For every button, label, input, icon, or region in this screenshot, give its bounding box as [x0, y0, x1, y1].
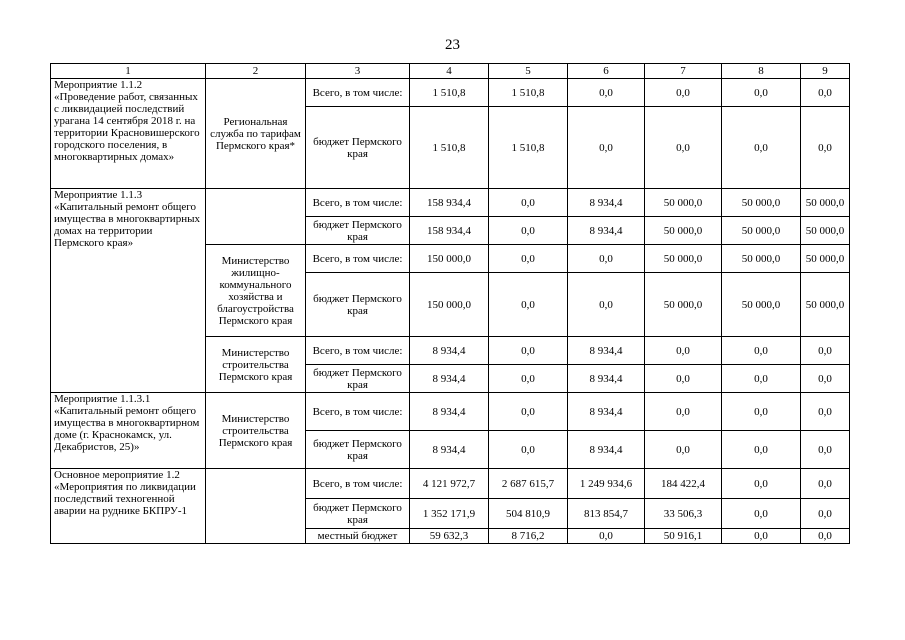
amount-cell: 50 000,0: [801, 189, 850, 217]
header-cell: 3: [306, 64, 410, 79]
amount-cell: 184 422,4: [645, 469, 722, 499]
amount-cell: 8 934,4: [410, 337, 489, 365]
amount-cell: 0,0: [489, 273, 568, 337]
funding-source-cell: Всего, в том числе:: [306, 79, 410, 107]
table-row: [51, 469, 850, 499]
funding-source-cell: бюджет Пермского края: [306, 499, 410, 529]
amount-cell: 8 934,4: [568, 365, 645, 393]
page-number: 23: [445, 37, 460, 53]
amount-cell: 8 934,4: [410, 431, 489, 469]
amount-cell: 150 000,0: [410, 273, 489, 337]
amount-cell: 0,0: [645, 393, 722, 431]
amount-cell: 1 510,8: [410, 79, 489, 107]
table-body: [51, 79, 850, 544]
amount-cell: 0,0: [722, 529, 801, 544]
amount-cell: 50 000,0: [645, 217, 722, 245]
amount-cell: 0,0: [489, 189, 568, 217]
amount-cell: 0,0: [489, 393, 568, 431]
amount-cell: 0,0: [801, 79, 850, 107]
executor-cell: Министерство жилищно-коммунального хозяйства и благоустройства Пермского края: [206, 245, 306, 337]
amount-cell: 8 934,4: [568, 217, 645, 245]
event-name-cell: Мероприятие 1.1.3.1 «Капитальный ремонт общего имущества в многоквартирном доме (г. Краснокамск, ул. Декабристов, 25)»: [51, 393, 206, 469]
amount-cell: 50 000,0: [801, 245, 850, 273]
executor-cell: [206, 469, 306, 544]
amount-cell: 0,0: [722, 499, 801, 529]
amount-cell: 1 352 171,9: [410, 499, 489, 529]
header-cell: 4: [410, 64, 489, 79]
funding-source-cell: Всего, в том числе:: [306, 469, 410, 499]
amount-cell: 8 934,4: [410, 393, 489, 431]
table-header: [51, 64, 850, 79]
amount-cell: 0,0: [722, 393, 801, 431]
header-cell: 7: [645, 64, 722, 79]
amount-cell: 50 000,0: [722, 189, 801, 217]
amount-cell: 1 510,8: [489, 79, 568, 107]
amount-cell: 0,0: [722, 79, 801, 107]
amount-cell: 0,0: [801, 107, 850, 189]
amount-cell: 8 934,4: [568, 393, 645, 431]
amount-cell: 0,0: [568, 79, 645, 107]
table-row: [51, 79, 850, 107]
amount-cell: 0,0: [489, 365, 568, 393]
amount-cell: 50 916,1: [645, 529, 722, 544]
budget-table: [50, 63, 850, 544]
amount-cell: 0,0: [568, 245, 645, 273]
header-cell: 2: [206, 64, 306, 79]
amount-cell: 1 510,8: [489, 107, 568, 189]
funding-source-cell: бюджет Пермского края: [306, 273, 410, 337]
amount-cell: 50 000,0: [722, 245, 801, 273]
header-cell: 6: [568, 64, 645, 79]
amount-cell: 50 000,0: [645, 189, 722, 217]
amount-cell: 813 854,7: [568, 499, 645, 529]
event-name-cell: Мероприятие 1.1.3 «Капитальный ремонт общего имущества в многоквартирных домах на территории Пермского края»: [51, 189, 206, 393]
amount-cell: 504 810,9: [489, 499, 568, 529]
executor-cell: [206, 189, 306, 245]
amount-cell: 50 000,0: [722, 273, 801, 337]
amount-cell: 0,0: [568, 273, 645, 337]
event-name-cell: Основное мероприятие 1.2 «Мероприятия по ликвидации последствий техногенной аварии на руднике БКПРУ-1: [51, 469, 206, 544]
amount-cell: 0,0: [801, 431, 850, 469]
amount-cell: 158 934,4: [410, 217, 489, 245]
funding-source-cell: бюджет Пермского края: [306, 365, 410, 393]
amount-cell: 0,0: [645, 107, 722, 189]
amount-cell: 0,0: [645, 365, 722, 393]
amount-cell: 50 000,0: [801, 217, 850, 245]
amount-cell: 1 249 934,6: [568, 469, 645, 499]
table-row: [51, 393, 850, 431]
amount-cell: 158 934,4: [410, 189, 489, 217]
funding-source-cell: местный бюджет: [306, 529, 410, 544]
funding-source-cell: Всего, в том числе:: [306, 393, 410, 431]
header-cell: 8: [722, 64, 801, 79]
amount-cell: 8 934,4: [568, 431, 645, 469]
table-row: [51, 189, 850, 217]
amount-cell: 0,0: [489, 245, 568, 273]
amount-cell: 50 000,0: [801, 273, 850, 337]
amount-cell: 0,0: [801, 469, 850, 499]
amount-cell: 8 934,4: [568, 189, 645, 217]
header-cell: 5: [489, 64, 568, 79]
amount-cell: 8 934,4: [568, 337, 645, 365]
executor-cell: Министерство строительства Пермского края: [206, 337, 306, 393]
header-row: [51, 64, 850, 79]
amount-cell: 0,0: [489, 217, 568, 245]
amount-cell: 0,0: [568, 529, 645, 544]
amount-cell: 0,0: [722, 365, 801, 393]
header-cell: 1: [51, 64, 206, 79]
amount-cell: 4 121 972,7: [410, 469, 489, 499]
amount-cell: 8 934,4: [410, 365, 489, 393]
amount-cell: 0,0: [722, 431, 801, 469]
amount-cell: 0,0: [645, 79, 722, 107]
amount-cell: 0,0: [801, 365, 850, 393]
amount-cell: 50 000,0: [722, 217, 801, 245]
amount-cell: 0,0: [801, 499, 850, 529]
amount-cell: 150 000,0: [410, 245, 489, 273]
amount-cell: 0,0: [801, 529, 850, 544]
amount-cell: 33 506,3: [645, 499, 722, 529]
funding-source-cell: бюджет Пермского края: [306, 217, 410, 245]
header-cell: 9: [801, 64, 850, 79]
amount-cell: 0,0: [722, 469, 801, 499]
amount-cell: 0,0: [722, 337, 801, 365]
amount-cell: 0,0: [801, 393, 850, 431]
event-name-cell: Мероприятие 1.1.2 «Проведение работ, связанных с ликвидацией последствий урагана 14 сентября 2018 г. на территории Красновишерского городского поселения, в многоквартирных домах»: [51, 79, 206, 189]
funding-source-cell: Всего, в том числе:: [306, 245, 410, 273]
amount-cell: 0,0: [489, 431, 568, 469]
amount-cell: 1 510,8: [410, 107, 489, 189]
amount-cell: 50 000,0: [645, 273, 722, 337]
amount-cell: 0,0: [645, 337, 722, 365]
amount-cell: 2 687 615,7: [489, 469, 568, 499]
funding-source-cell: Всего, в том числе:: [306, 189, 410, 217]
amount-cell: 0,0: [489, 337, 568, 365]
amount-cell: 0,0: [801, 337, 850, 365]
amount-cell: 50 000,0: [645, 245, 722, 273]
amount-cell: 0,0: [722, 107, 801, 189]
amount-cell: 0,0: [645, 431, 722, 469]
executor-cell: Министерство строительства Пермского края: [206, 393, 306, 469]
executor-cell: Региональная служба по тарифам Пермского края*: [206, 79, 306, 189]
amount-cell: 0,0: [568, 107, 645, 189]
amount-cell: 8 716,2: [489, 529, 568, 544]
funding-source-cell: Всего, в том числе:: [306, 337, 410, 365]
amount-cell: 59 632,3: [410, 529, 489, 544]
funding-source-cell: бюджет Пермского края: [306, 107, 410, 189]
funding-source-cell: бюджет Пермского края: [306, 431, 410, 469]
